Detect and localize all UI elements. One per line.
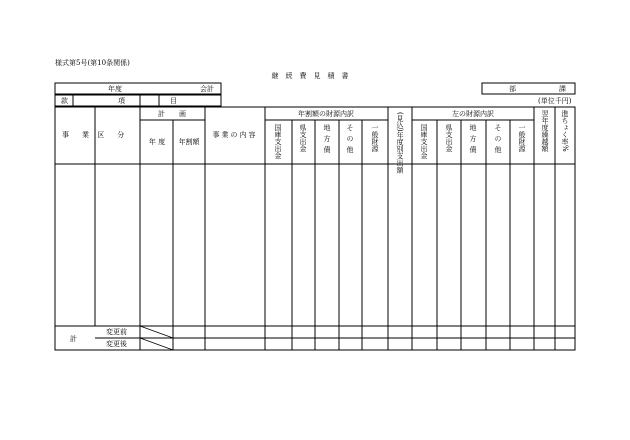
- project-content-header: 事業の内容: [212, 131, 258, 139]
- local-bond-header: 地方債: [323, 124, 331, 157]
- before-change-label: 変更前: [106, 328, 127, 336]
- prefecture-disbursement-header-2: 県支出金: [445, 124, 453, 152]
- kou-label: 項: [118, 97, 125, 105]
- year-label: 年度: [108, 85, 122, 93]
- annual-funding-breakdown-header: 年割額の財源内訳: [298, 110, 354, 118]
- general-funds-header: 一般財源: [371, 124, 379, 152]
- plan-year-header: 年 度: [148, 138, 166, 146]
- unit-label: (単位千円): [538, 97, 572, 105]
- prefecture-disbursement-header: 県支出金: [299, 124, 307, 152]
- estimated-yearly-expenditure-header: (見込)年度別支出額: [396, 112, 404, 174]
- next-year-carryover-header: 翌年度繰越額: [541, 110, 549, 152]
- header-year-box: [55, 83, 221, 94]
- total-label: 計: [70, 335, 77, 343]
- national-treasury-header: 国庫支出金: [274, 124, 282, 159]
- section-label: 課: [559, 85, 566, 93]
- account-label: 会計: [200, 85, 214, 93]
- other-header-2: その他: [494, 124, 502, 157]
- general-funds-header-2: 一般財源: [518, 124, 526, 152]
- national-treasury-header-2: 国庫支出金: [420, 124, 428, 159]
- moku-label: 目: [170, 97, 177, 105]
- plan-header: 計 画: [158, 110, 186, 118]
- after-change-label: 変更後: [106, 340, 127, 348]
- department-label: 部: [509, 85, 516, 93]
- document-title: 継 続 費 見 積 書: [271, 72, 349, 80]
- header-item-box: [55, 95, 221, 106]
- other-header: その他: [346, 124, 354, 157]
- project-category-header: 事 業 区 分: [62, 131, 128, 139]
- left-funding-breakdown-header: 左の財源内訳: [452, 110, 494, 118]
- form-number: 様式第5号(第10条関係): [55, 59, 130, 67]
- local-bond-header-2: 地方債: [469, 124, 477, 157]
- progress-rate-header: 進ちょく率%: [561, 110, 569, 152]
- kan-label: 款: [61, 97, 68, 105]
- plan-annual-amount-header: 年割額: [178, 138, 200, 146]
